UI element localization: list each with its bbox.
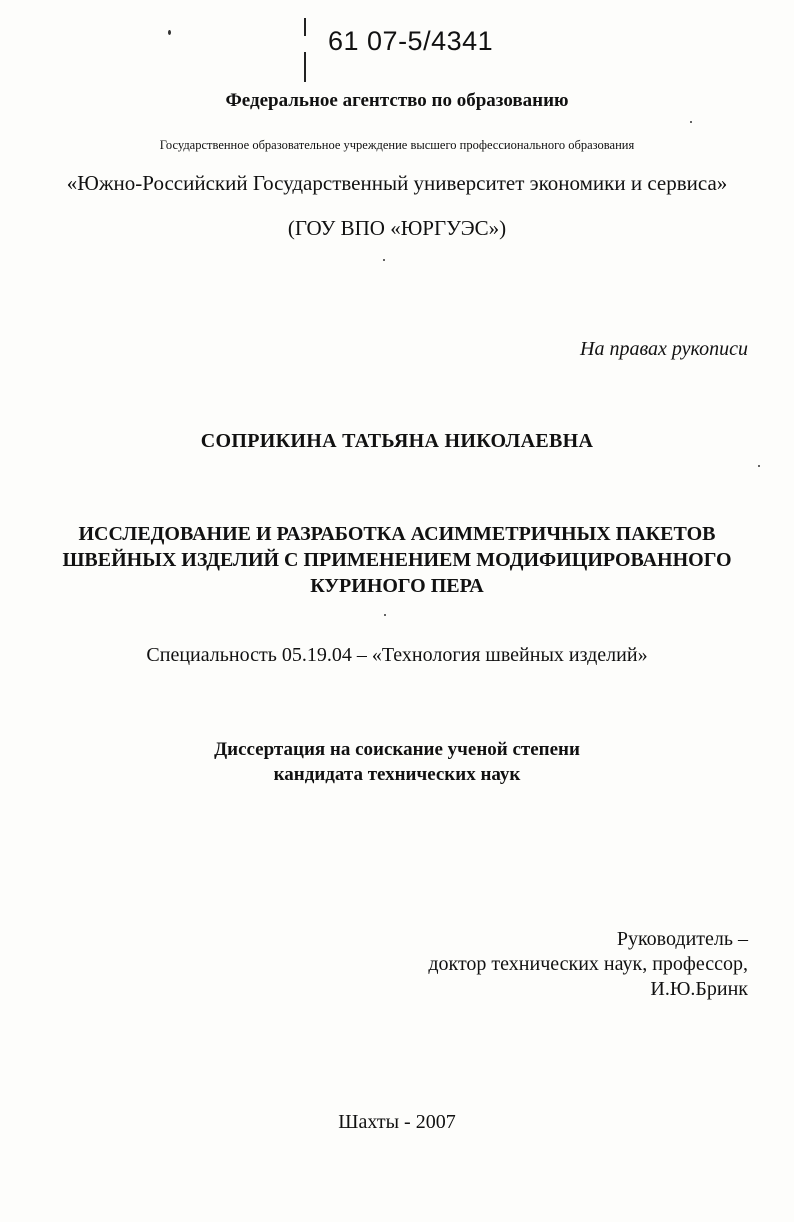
supervisor-name: И.Ю.Бринк: [650, 978, 748, 1000]
scan-speck: [384, 614, 386, 616]
scan-speck: [168, 30, 171, 35]
university-name: «Южно-Российский Государственный университет экономики и сервиса»: [66, 171, 728, 195]
thesis-title: [0, 521, 794, 599]
degree-statement: [0, 737, 794, 787]
institution-type: Государственное образовательное учреждение высшего профессионального образования: [159, 138, 635, 152]
stamp-divider-bottom: [304, 52, 306, 82]
scan-speck: [383, 259, 385, 261]
thesis-title-line: ИССЛЕДОВАНИЕ И РАЗРАБОТКА АСИММЕТРИЧНЫХ ПАКЕТОВ: [78, 523, 716, 545]
degree-line: кандидата технических наук: [273, 764, 521, 785]
scan-speck: [690, 121, 692, 123]
archive-stamp-number: 61 07-5/4341: [328, 26, 494, 56]
supervisor-block: [428, 927, 748, 1002]
specialty: Специальность 05.19.04 – «Технология швейных изделий»: [146, 644, 648, 666]
place-year: Шахты - 2007: [338, 1111, 456, 1133]
university-abbreviation: (ГОУ ВПО «ЮРГУЭС»): [287, 216, 507, 240]
stamp-divider-top: [304, 18, 306, 36]
supervisor-credentials: доктор технических наук, профессор,: [428, 953, 748, 975]
scan-speck: [758, 465, 760, 467]
author-name: СОПРИКИНА ТАТЬЯНА НИКОЛАЕВНА: [200, 430, 594, 452]
supervisor-role: Руководитель –: [616, 928, 748, 950]
thesis-title-line: КУРИНОГО ПЕРА: [310, 575, 484, 597]
thesis-title-line: ШВЕЙНЫХ ИЗДЕЛИЙ С ПРИМЕНЕНИЕМ МОДИФИЦИРОВАННОГО: [62, 549, 732, 571]
degree-line: Диссертация на соискание ученой степени: [214, 739, 580, 760]
agency-name: Федеральное агентство по образованию: [225, 90, 569, 111]
manuscript-note: На правах рукописи: [580, 338, 748, 360]
